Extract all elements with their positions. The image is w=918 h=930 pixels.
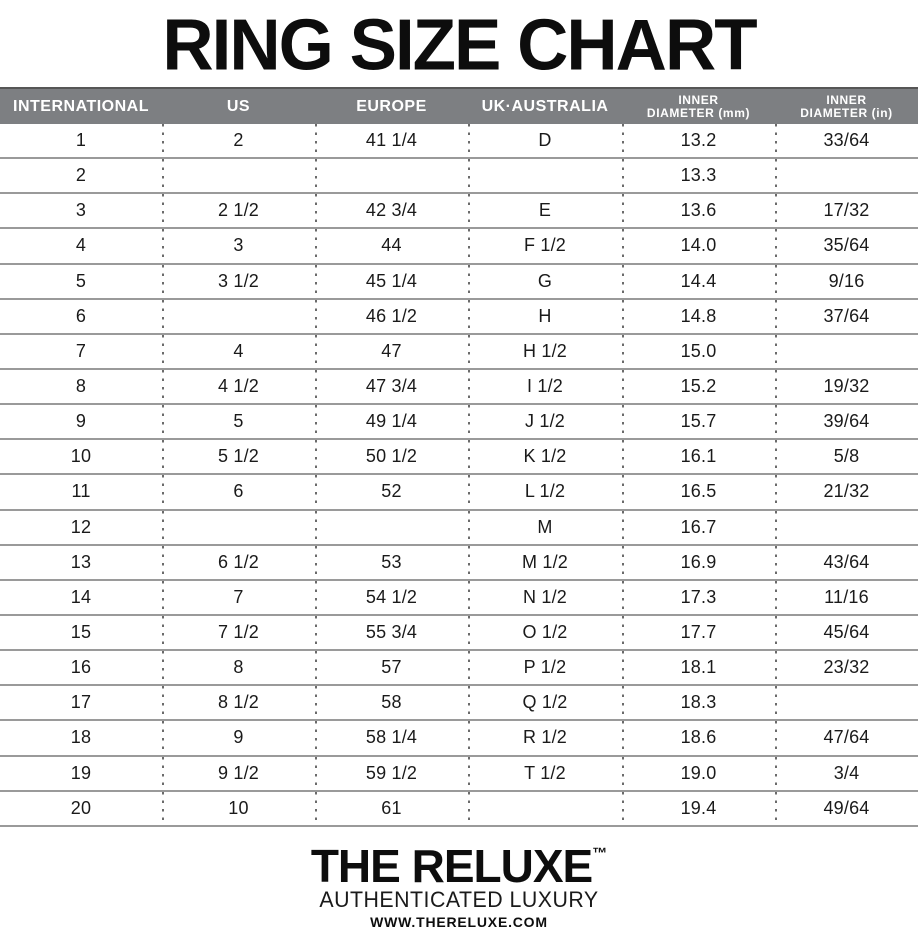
table-row xyxy=(0,229,918,264)
table-row xyxy=(0,581,918,616)
table-cell: 5 xyxy=(162,405,315,438)
table-cell: 17 xyxy=(70,692,92,713)
table-cell: 5/8 xyxy=(775,440,918,473)
table-cell xyxy=(775,511,918,544)
table-cell: 16.5 xyxy=(622,475,775,508)
table-cell: 17.7 xyxy=(622,616,775,649)
column-header-inner-diameter-mm xyxy=(622,89,775,124)
table-cell: F 1/2 xyxy=(468,229,622,262)
table-cell: 33/64 xyxy=(775,124,918,157)
column-header-europe xyxy=(315,89,468,124)
table-cell: 19 xyxy=(70,762,92,783)
table-cell: 18.6 xyxy=(622,721,775,754)
table-cell: 7 xyxy=(75,340,87,361)
table-cell: E xyxy=(468,194,622,227)
table-cell: N 1/2 xyxy=(468,581,622,614)
table-cell: 8 1/2 xyxy=(162,686,315,719)
table-cell xyxy=(775,686,918,719)
table-row xyxy=(0,335,918,370)
table-cell: 19.0 xyxy=(622,757,775,790)
column-header-label: US xyxy=(226,98,251,115)
table-row xyxy=(0,511,918,546)
table-cell: 55 3/4 xyxy=(315,616,468,649)
table-cell: 46 1/2 xyxy=(315,300,468,333)
table-cell: D xyxy=(468,124,622,157)
table-cell: 8 xyxy=(162,651,315,684)
table-cell: 10 xyxy=(70,446,92,467)
table-cell: 42 3/4 xyxy=(315,194,468,227)
table-cell: 44 xyxy=(315,229,468,262)
table-cell: 16 xyxy=(70,657,92,678)
table-cell xyxy=(162,300,315,333)
table-cell: 9 xyxy=(75,411,87,432)
table-cell: 15.2 xyxy=(622,370,775,403)
column-header-us xyxy=(162,89,315,124)
table-cell: 13 xyxy=(70,551,92,572)
table-cell: 16.9 xyxy=(622,546,775,579)
table-cell: 12 xyxy=(70,516,92,537)
table-cell: 16.7 xyxy=(622,511,775,544)
table-cell: 54 1/2 xyxy=(315,581,468,614)
table-cell: 6 1/2 xyxy=(162,546,315,579)
table-cell: 6 xyxy=(75,305,87,326)
table-cell: 47/64 xyxy=(775,721,918,754)
table-cell: 52 xyxy=(315,475,468,508)
table-cell: 19/32 xyxy=(775,370,918,403)
table-cell: I 1/2 xyxy=(468,370,622,403)
table-cell: 16.1 xyxy=(622,440,775,473)
table-cell xyxy=(775,335,918,368)
table-cell xyxy=(775,159,918,192)
table-cell: K 1/2 xyxy=(468,440,622,473)
column-header-label: DIAMETER (in) xyxy=(800,105,893,120)
column-header-label: EUROPE xyxy=(356,98,427,115)
table-row xyxy=(0,440,918,475)
table-cell: 3 1/2 xyxy=(162,265,315,298)
table-cell: 15 xyxy=(70,622,92,643)
brand-logo xyxy=(0,831,918,892)
column-header-label: DIAMETER (mm) xyxy=(646,105,751,120)
table-cell: 43/64 xyxy=(775,546,918,579)
trademark-symbol: ™ xyxy=(592,844,608,862)
table-cell: 61 xyxy=(315,792,468,825)
table-cell: 49 1/4 xyxy=(315,405,468,438)
column-header-label: INNER xyxy=(826,92,867,107)
table-cell: 45/64 xyxy=(775,616,918,649)
table-cell: T 1/2 xyxy=(468,757,622,790)
table-cell: 59 1/2 xyxy=(315,757,468,790)
table-cell xyxy=(162,511,315,544)
table-cell: H 1/2 xyxy=(468,335,622,368)
website-url: WWW.THERELUXE.COM xyxy=(370,913,548,930)
table-cell: 7 xyxy=(162,581,315,614)
table-cell: 8 xyxy=(75,376,87,397)
table-cell: 13.6 xyxy=(622,194,775,227)
table-row xyxy=(0,370,918,405)
brand-tagline: AUTHENTICATED LUXURY xyxy=(319,886,599,912)
table-cell: 20 xyxy=(70,797,92,818)
page-title: RING SIZE CHART xyxy=(162,5,756,86)
table-cell: 6 xyxy=(162,475,315,508)
table-cell: 49/64 xyxy=(775,792,918,825)
column-header-label: INNER xyxy=(678,92,719,107)
table-row xyxy=(0,721,918,756)
table-cell: 17/32 xyxy=(775,194,918,227)
table-row xyxy=(0,265,918,300)
table-row xyxy=(0,475,918,510)
table-cell: 13.2 xyxy=(622,124,775,157)
table-cell: 19.4 xyxy=(622,792,775,825)
table-cell: 2 xyxy=(162,124,315,157)
column-header-label: INTERNATIONAL xyxy=(13,98,149,115)
table-cell: 41 1/4 xyxy=(315,124,468,157)
table-body xyxy=(0,124,918,827)
table-cell: 39/64 xyxy=(775,405,918,438)
table-cell: 14.0 xyxy=(622,229,775,262)
table-row xyxy=(0,194,918,229)
ring-size-chart-page xyxy=(0,5,918,930)
table-cell: 15.0 xyxy=(622,335,775,368)
table-cell: 45 1/4 xyxy=(315,265,468,298)
table-cell: 2 1/2 xyxy=(162,194,315,227)
table-cell: 47 xyxy=(315,335,468,368)
table-cell: 4 xyxy=(75,235,87,256)
table-cell: 23/32 xyxy=(775,651,918,684)
table-row xyxy=(0,546,918,581)
table-cell: 53 xyxy=(315,546,468,579)
table-cell: O 1/2 xyxy=(468,616,622,649)
table-cell: 17.3 xyxy=(622,581,775,614)
table-cell: 4 xyxy=(162,335,315,368)
table-row xyxy=(0,405,918,440)
table-cell: 18.1 xyxy=(622,651,775,684)
table-row xyxy=(0,792,918,827)
table-cell: P 1/2 xyxy=(468,651,622,684)
table-cell: 2 xyxy=(75,165,87,186)
table-cell: 14.4 xyxy=(622,265,775,298)
table-cell xyxy=(468,792,622,825)
table-cell: 9 xyxy=(162,721,315,754)
table-row xyxy=(0,616,918,651)
table-cell: 9 1/2 xyxy=(162,757,315,790)
table-cell: 57 xyxy=(315,651,468,684)
table-row xyxy=(0,124,918,159)
table-cell: 35/64 xyxy=(775,229,918,262)
table-cell: 21/32 xyxy=(775,475,918,508)
table-row xyxy=(0,651,918,686)
table-cell: 14.8 xyxy=(622,300,775,333)
table-cell: 5 1/2 xyxy=(162,440,315,473)
table-cell: 15.7 xyxy=(622,405,775,438)
table-cell: 18.3 xyxy=(622,686,775,719)
brand-name: THE RELUXE xyxy=(310,839,593,892)
table-cell: 18 xyxy=(70,727,92,748)
table-cell xyxy=(315,159,468,192)
table-cell: M 1/2 xyxy=(468,546,622,579)
table-cell: 7 1/2 xyxy=(162,616,315,649)
table-cell xyxy=(468,159,622,192)
table-cell: J 1/2 xyxy=(468,405,622,438)
table-cell: 3/4 xyxy=(775,757,918,790)
column-header-label: UK·AUSTRALIA xyxy=(481,98,609,115)
table-cell: L 1/2 xyxy=(468,475,622,508)
table-cell: R 1/2 xyxy=(468,721,622,754)
table-cell: 50 1/2 xyxy=(315,440,468,473)
table-cell xyxy=(162,159,315,192)
table-cell: 14 xyxy=(70,586,92,607)
table-header-row xyxy=(0,87,918,124)
table-cell: H xyxy=(468,300,622,333)
table-row xyxy=(0,757,918,792)
table-cell: 3 xyxy=(162,229,315,262)
column-header-international xyxy=(0,89,162,124)
table-cell: 11/16 xyxy=(775,581,918,614)
table-row xyxy=(0,300,918,335)
table-cell: 9/16 xyxy=(775,265,918,298)
column-header-inner-diameter-in xyxy=(775,89,918,124)
table-cell: 3 xyxy=(75,200,87,221)
footer xyxy=(0,831,918,930)
table-cell: 11 xyxy=(71,481,91,502)
table-cell: 37/64 xyxy=(775,300,918,333)
table-cell: 4 1/2 xyxy=(162,370,315,403)
table-cell: 47 3/4 xyxy=(315,370,468,403)
table-cell: 1 xyxy=(75,130,87,151)
table-cell: M xyxy=(468,511,622,544)
table-cell: 58 1/4 xyxy=(315,721,468,754)
table-cell: Q 1/2 xyxy=(468,686,622,719)
table-cell: G xyxy=(468,265,622,298)
table-row xyxy=(0,686,918,721)
table-cell: 5 xyxy=(75,270,87,291)
table-cell: 58 xyxy=(315,686,468,719)
column-header-uk-australia xyxy=(468,89,622,124)
table-row xyxy=(0,159,918,194)
table-cell: 10 xyxy=(162,792,315,825)
table-cell xyxy=(315,511,468,544)
table-cell: 13.3 xyxy=(622,159,775,192)
